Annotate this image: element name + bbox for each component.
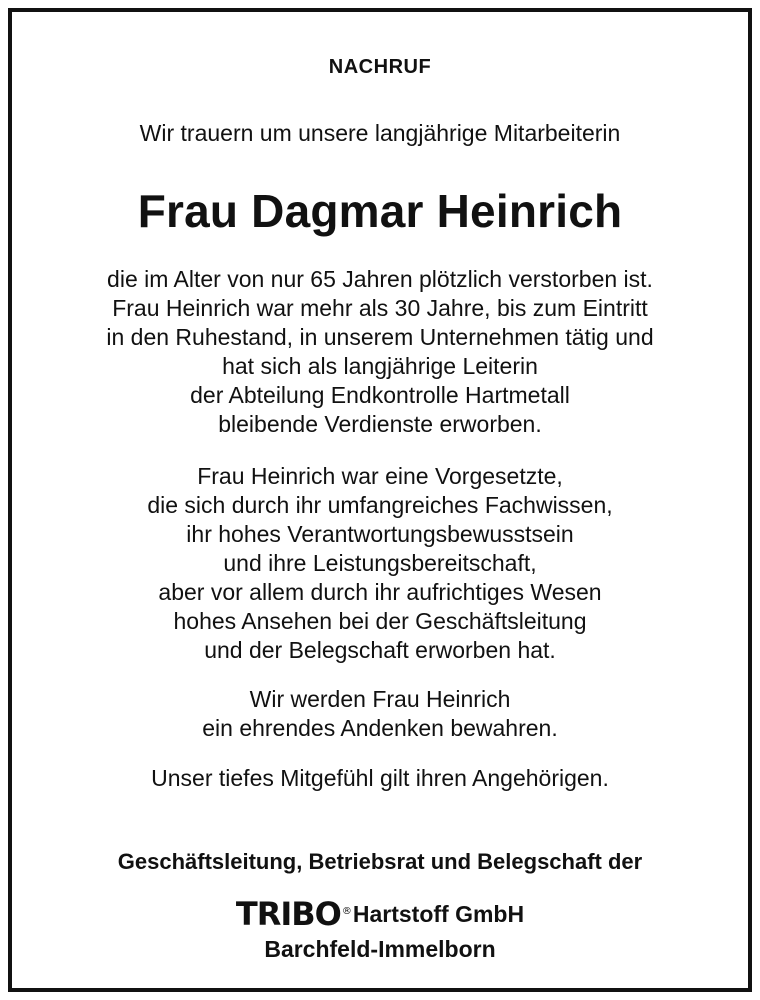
text-line: Wir werden Frau Heinrich (249, 686, 511, 712)
text-line: bleibende Verdienste erworben. (218, 411, 542, 437)
text-line: in den Ruhestand, in unserem Unternehmen tätig und (106, 324, 654, 350)
obituary-content (12, 12, 748, 988)
tribo-logo (235, 895, 351, 933)
condolence-text (12, 764, 748, 793)
notice-label: NACHRUF (328, 56, 432, 78)
text-line: Unser tiefes Mitgefühl gilt ihren Angehörigen. (151, 765, 609, 791)
text-line: ihr hohes Verantwortungsbewusstsein (186, 521, 574, 547)
text-line: die im Alter von nur 65 Jahren plötzlich verstorben ist. (107, 266, 653, 292)
deceased-name: Frau Dagmar Heinrich (137, 185, 623, 237)
text-line: hat sich als langjährige Leiterin (222, 353, 538, 379)
text-line: aber vor allem durch ihr aufrichtiges Wesen (158, 579, 602, 605)
signers-text: Geschäftsleitung, Betriebsrat und Belegschaft der (117, 849, 643, 874)
company-line (12, 895, 748, 933)
brand-text: TRIBO (235, 895, 341, 933)
text-line: Frau Heinrich war mehr als 30 Jahre, bis zum Eintritt (112, 295, 648, 321)
text-line: und ihre Leistungsbereitschaft, (223, 550, 537, 576)
paragraph-character (12, 462, 748, 665)
paragraph-career (12, 265, 748, 439)
intro-text: Wir trauern um unsere langjährige Mitarbeiterin (139, 120, 621, 146)
registered-mark: ® (341, 906, 351, 917)
text-line: der Abteilung Endkontrolle Hartmetall (190, 382, 570, 408)
paragraph-remembrance (12, 685, 748, 743)
obituary-frame (8, 8, 752, 992)
text-line: Frau Heinrich war eine Vorgesetzte, (197, 463, 563, 489)
text-line: ein ehrendes Andenken bewahren. (202, 715, 558, 741)
text-line: und der Belegschaft erworben hat. (204, 637, 556, 663)
company-location: Barchfeld-Immelborn (264, 936, 496, 962)
text-line: die sich durch ihr umfangreiches Fachwissen, (147, 492, 613, 518)
text-line: hohes Ansehen bei der Geschäftsleitung (173, 608, 587, 634)
company-name: Hartstoff GmbH (352, 900, 525, 927)
